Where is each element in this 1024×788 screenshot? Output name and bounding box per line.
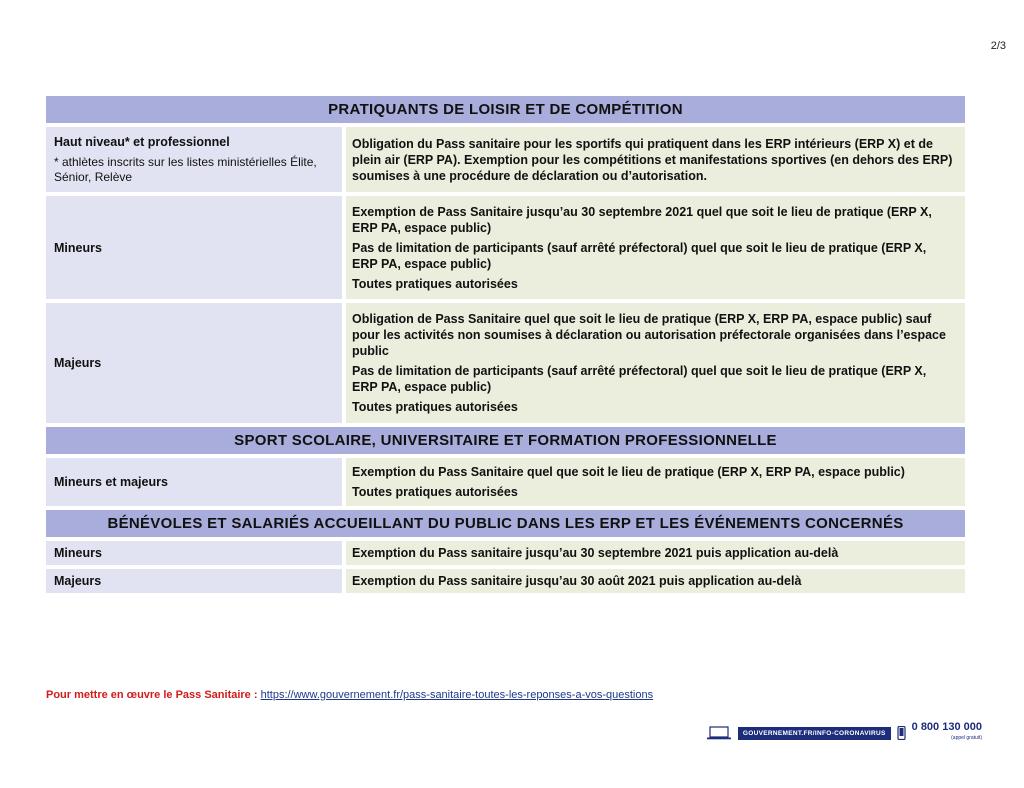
phone-note: (appel gratuit) bbox=[951, 735, 982, 741]
rule-text: Toutes pratiques autorisées bbox=[352, 400, 518, 414]
row-label-cell bbox=[46, 303, 342, 423]
phone-number[interactable]: 0 800 130 000 bbox=[911, 721, 982, 733]
rule-text: Pas de limitation de participants (sauf arrêté préfectoral) quel que soit le lieu de pratique (ERP X, ERP PA, espace public) bbox=[352, 240, 927, 271]
rule-text: Obligation de Pass Sanitaire quel que soit le lieu de pratique (ERP X, ERP PA, espace public) sauf pour les activités non soumises à déclaration ou autorisation préfectorale organisées dans l’espace public bbox=[352, 312, 946, 358]
table-row bbox=[46, 303, 965, 423]
row-label: Majeurs bbox=[54, 356, 102, 370]
phone-block bbox=[912, 722, 982, 744]
row-label: Mineurs et majeurs bbox=[54, 475, 168, 489]
gov-badge[interactable]: GOUVERNEMENT.FR/INFO-CORONAVIRUS bbox=[738, 727, 891, 740]
phone-icon bbox=[897, 726, 906, 740]
row-sublabel: * athlètes inscrits sur les listes ministérielles Élite, Sénior, Relève bbox=[54, 154, 317, 184]
row-content-cell bbox=[346, 303, 965, 423]
rule-text: Exemption du Pass Sanitaire quel que soit le lieu de pratique (ERP X, ERP PA, espace public) bbox=[352, 465, 905, 479]
table-row bbox=[46, 127, 965, 192]
rule-text: Toutes pratiques autorisées bbox=[352, 276, 518, 291]
row-label: Majeurs bbox=[54, 574, 102, 588]
section-header-benevoles: BÉNÉVOLES ET SALARIÉS ACCUEILLANT DU PUBLIC DANS LES ERP ET LES ÉVÉNEMENTS CONCERNÉS bbox=[46, 510, 965, 537]
table-row bbox=[46, 458, 965, 506]
row-label-cell bbox=[46, 569, 342, 593]
table-row bbox=[46, 541, 965, 565]
rule-text: Exemption de Pass Sanitaire jusqu’au 30 septembre 2021 quel que soit le lieu de pratique (ERP X, ERP PA, espace public) bbox=[352, 204, 932, 235]
gov-contact bbox=[706, 722, 982, 744]
pass-sanitaire-table bbox=[46, 96, 965, 593]
row-label: Mineurs bbox=[54, 240, 102, 255]
rule-text: Toutes pratiques autorisées bbox=[352, 485, 518, 499]
table-row bbox=[46, 569, 965, 593]
row-content-cell bbox=[346, 127, 965, 192]
row-label-cell bbox=[46, 127, 342, 192]
rule-text: Pas de limitation de participants (sauf arrêté préfectoral) quel que soit le lieu de pratique (ERP X, ERP PA, espace public) bbox=[352, 364, 927, 394]
laptop-icon bbox=[706, 726, 732, 740]
footer-prefix: Pour mettre en œuvre le Pass Sanitaire : bbox=[46, 689, 258, 701]
page-number: 2/3 bbox=[990, 40, 1006, 52]
row-content-cell bbox=[346, 541, 965, 565]
section-header-loisir: PRATIQUANTS DE LOISIR ET DE COMPÉTITION bbox=[46, 96, 965, 123]
footer-reference bbox=[46, 689, 653, 701]
row-content-cell bbox=[346, 458, 965, 506]
row-label-cell bbox=[46, 196, 342, 299]
row-label: Mineurs bbox=[54, 546, 102, 560]
section-header-scolaire: SPORT SCOLAIRE, UNIVERSITAIRE ET FORMATION PROFESSIONNELLE bbox=[46, 427, 965, 454]
table-row bbox=[46, 196, 965, 299]
rule-text: Exemption du Pass sanitaire jusqu’au 30 août 2021 puis application au-delà bbox=[352, 574, 802, 588]
footer-link[interactable]: https://www.gouvernement.fr/pass-sanitaire-toutes-les-reponses-a-vos-questions bbox=[260, 689, 654, 701]
rule-text: Obligation du Pass sanitaire pour les sportifs qui pratiquent dans les ERP intérieurs (ERP X) et de plein air (ERP PA). Exemption pour les compétitions et manifestations sportives (en dehors des ERP) soumises à une procédure de déclaration ou d’autorisation. bbox=[352, 136, 953, 183]
row-content-cell bbox=[346, 569, 965, 593]
row-label-cell bbox=[46, 541, 342, 565]
row-label: Haut niveau* et professionnel bbox=[54, 134, 230, 149]
row-label-cell bbox=[46, 458, 342, 506]
row-content-cell bbox=[346, 196, 965, 299]
rule-text: Exemption du Pass sanitaire jusqu’au 30 septembre 2021 puis application au-delà bbox=[352, 546, 839, 560]
